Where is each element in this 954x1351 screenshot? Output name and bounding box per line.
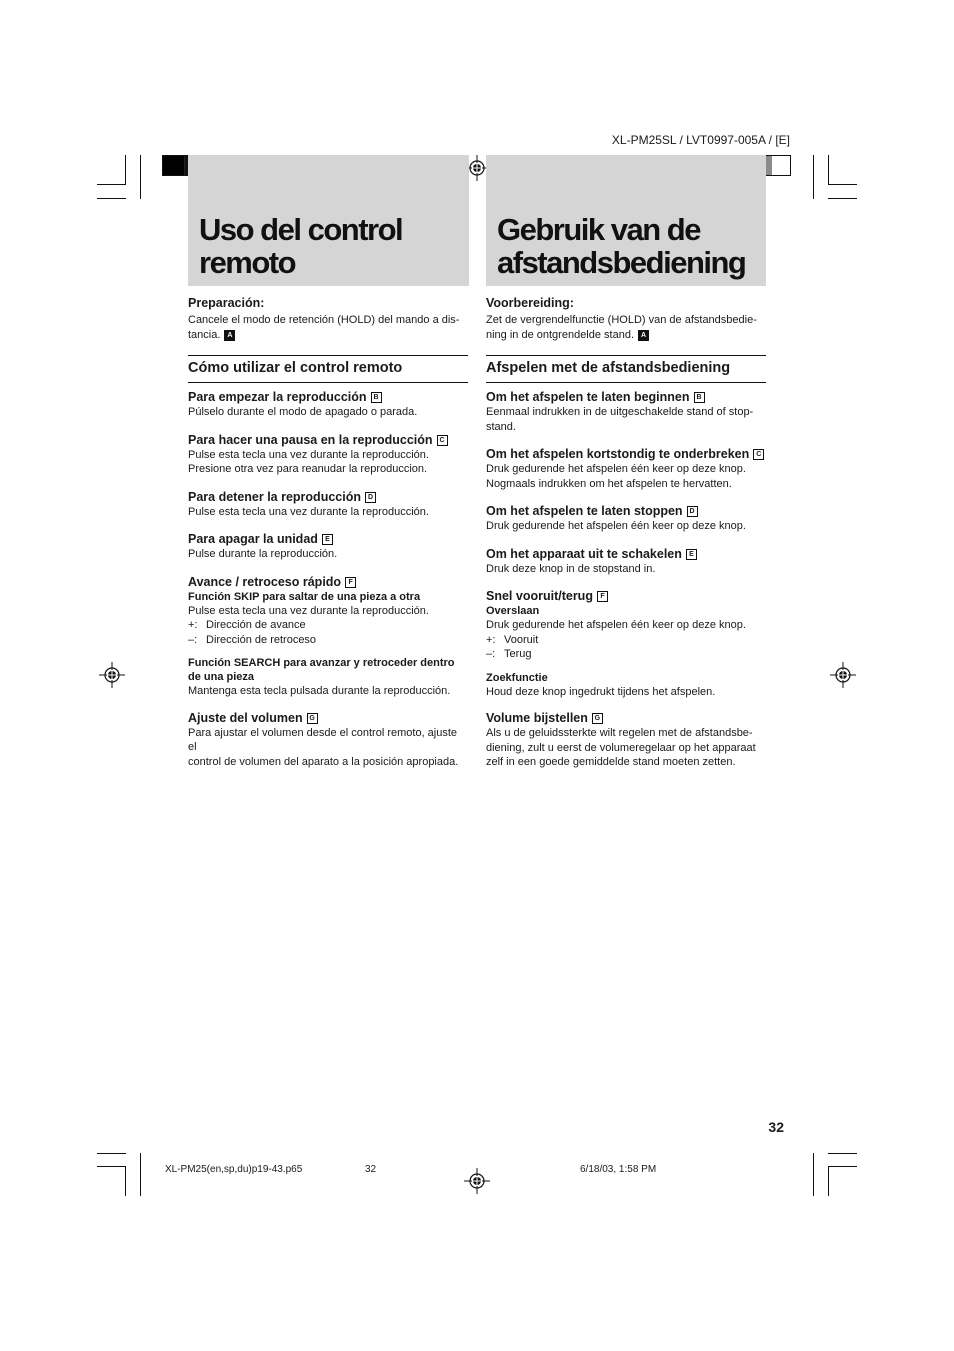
crop-mark [140, 1153, 141, 1196]
bullet-item: +: Dirección de avance [188, 619, 306, 631]
prep-text-line1: Cancele el modo de retención (HOLD) del mando a dis- [188, 314, 460, 326]
item-text: Druk gedurende het afspelen één keer op deze knop. [486, 520, 746, 532]
item-subheading: Función SKIP para saltar de una pieza a otra [188, 590, 421, 603]
section-heading: Afspelen met de afstandsbediening [486, 355, 766, 383]
crop-mark [828, 155, 829, 185]
instruction-item [188, 711, 468, 770]
prep-text [188, 313, 468, 343]
item-text: Para ajustar el volumen desde el control remoto, ajuste el [188, 726, 458, 753]
prep-text [486, 313, 766, 343]
item-heading: Ajuste del volumen G [188, 711, 468, 726]
prep-heading: Preparación: [188, 296, 265, 310]
instruction-item [486, 390, 766, 434]
item-text: Mantenga esta tecla pulsada durante la reproducción. [188, 685, 451, 697]
prep-heading: Voorbereiding: [486, 296, 574, 310]
spanish-column [188, 296, 468, 769]
crop-mark [125, 1166, 126, 1196]
instruction-item [188, 390, 468, 420]
item-text: diening, zult u eerst de volumeregelaar op het apparaat [486, 741, 756, 754]
item-text: Druk gedurende het afspelen één keer op deze knop. [486, 463, 746, 475]
key-a-icon: A [224, 330, 235, 341]
item-heading: Para apagar la unidad E [188, 532, 468, 547]
crop-mark [813, 155, 814, 199]
crop-mark [828, 184, 857, 185]
instruction-item [188, 433, 468, 477]
item-heading: Para empezar la reproducción B [188, 390, 468, 405]
crop-mark [828, 1166, 829, 1196]
instruction-item [486, 671, 766, 700]
crop-mark [97, 198, 126, 199]
item-text: Als u de geluidssterkte wilt regelen met de afstandsbe- [486, 727, 753, 739]
item-heading: Om het afspelen te laten beginnen B [486, 390, 766, 405]
key-d-icon: D [687, 506, 698, 517]
crop-mark [828, 198, 857, 199]
footer-page: 32 [365, 1164, 377, 1175]
key-c-icon: C [437, 435, 448, 446]
item-text: Houd deze knop ingedrukt tijdens het afspelen. [486, 685, 716, 698]
item-text: Nogmaals indrukken om het afspelen te hervatten. [486, 477, 732, 490]
key-g-icon: G [592, 713, 603, 724]
item-text: Pulse esta tecla una vez durante la reproducción. [188, 505, 429, 518]
footer-file: XL-PM25(en,sp,du)p19-43.p65 [165, 1164, 303, 1175]
dutch-title-box [486, 155, 766, 286]
crop-mark [828, 1166, 857, 1167]
spanish-title [199, 213, 402, 279]
crop-mark [125, 155, 126, 185]
item-heading: Om het afspelen te laten stoppen D [486, 504, 766, 519]
bullet-item: –: Dirección de retroceso [188, 633, 317, 646]
item-subheading: Zoekfunctie [486, 671, 548, 684]
bullet-item: +: Vooruit [486, 633, 539, 646]
crop-mark [828, 1153, 857, 1154]
gray-swatch [163, 156, 185, 175]
registration-mark-icon [99, 662, 125, 688]
item-text: Pulse esta tecla una vez durante la reproducción. [188, 448, 429, 461]
model-number: XL-PM25SL / LVT0997-005A / [E] [611, 133, 790, 147]
dutch-title-line1: Gebruik van de [497, 212, 700, 247]
instruction-item [188, 490, 468, 520]
prep-text-line1: Zet de vergrendelfunctie (HOLD) van de afstandsbedie- [486, 314, 757, 326]
prep-text-line2: ning in de ontgrendelde stand. [486, 329, 635, 341]
item-text: zelf in een goede gemiddelde stand moeten zetten. [486, 756, 736, 768]
item-heading: Avance / retroceso rápido F [188, 575, 468, 590]
key-a-icon: A [638, 330, 649, 341]
crop-mark [97, 1153, 126, 1154]
section-heading: Cómo utilizar el control remoto [188, 355, 468, 383]
item-text: Druk deze knop in de stopstand in. [486, 562, 656, 575]
instruction-item [486, 447, 766, 491]
key-c-icon: C [753, 449, 764, 460]
instruction-item [188, 575, 468, 648]
key-f-icon: F [597, 591, 608, 602]
instruction-item [486, 504, 766, 534]
item-heading: Volume bijstellen G [486, 711, 766, 726]
item-heading: Para hacer una pausa en la reproducción C [188, 433, 468, 448]
prep-text-line2: tancia. [188, 329, 221, 341]
item-heading: Om het afspelen kortstondig te onderbreken C [486, 447, 766, 462]
crop-mark [813, 1153, 814, 1196]
dutch-column [486, 296, 766, 770]
item-text: Druk gedurende het afspelen één keer op deze knop. [486, 619, 746, 631]
registration-mark-icon [830, 662, 856, 688]
key-d-icon: D [365, 492, 376, 503]
dutch-title-line2: afstandsbediening [497, 245, 746, 280]
item-heading: Om het apparaat uit te schakelen E [486, 547, 766, 562]
item-text: Pulse esta tecla una vez durante la reproducción. [188, 604, 429, 617]
key-e-icon: E [686, 549, 697, 560]
item-text: stand. [486, 420, 516, 433]
instruction-item [188, 532, 468, 562]
item-subheading: Función SEARCH para avanzar y retroceder dentro de una pieza [188, 657, 455, 683]
key-f-icon: F [345, 577, 356, 588]
key-e-icon: E [322, 534, 333, 545]
item-text: Pulse durante la reproducción. [188, 548, 338, 560]
item-heading: Snel vooruit/terug F [486, 589, 766, 604]
spanish-title-line2: remoto [199, 245, 296, 280]
item-text: control de volumen del aparato a la posición apropiada. [188, 755, 459, 768]
footer-date: 6/18/03, 1:58 PM [580, 1164, 657, 1175]
crop-mark [97, 184, 126, 185]
item-heading: Para detener la reproducción D [188, 490, 468, 505]
page-number: 32 [768, 1119, 784, 1135]
instruction-item [188, 656, 468, 699]
item-text: Presione otra vez para reanudar la reproduccion. [188, 463, 428, 475]
crop-mark [97, 1166, 126, 1167]
item-subheading: Overslaan [486, 605, 540, 617]
spanish-title-line1: Uso del control [199, 212, 403, 247]
registration-mark-icon [464, 1168, 490, 1194]
item-text: Púlselo durante el modo de apagado o parada. [188, 406, 418, 418]
key-b-icon: B [694, 392, 705, 403]
instruction-item [486, 547, 766, 577]
instruction-item [486, 589, 766, 662]
spanish-title-box [188, 155, 469, 286]
crop-mark [140, 155, 141, 199]
instruction-item [486, 711, 766, 770]
bullet-item: –: Terug [486, 648, 532, 660]
dutch-title [497, 213, 745, 279]
item-text: Eenmaal indrukken in de uitgeschakelde stand of stop- [486, 406, 754, 418]
key-g-icon: G [307, 713, 318, 724]
key-b-icon: B [371, 392, 382, 403]
